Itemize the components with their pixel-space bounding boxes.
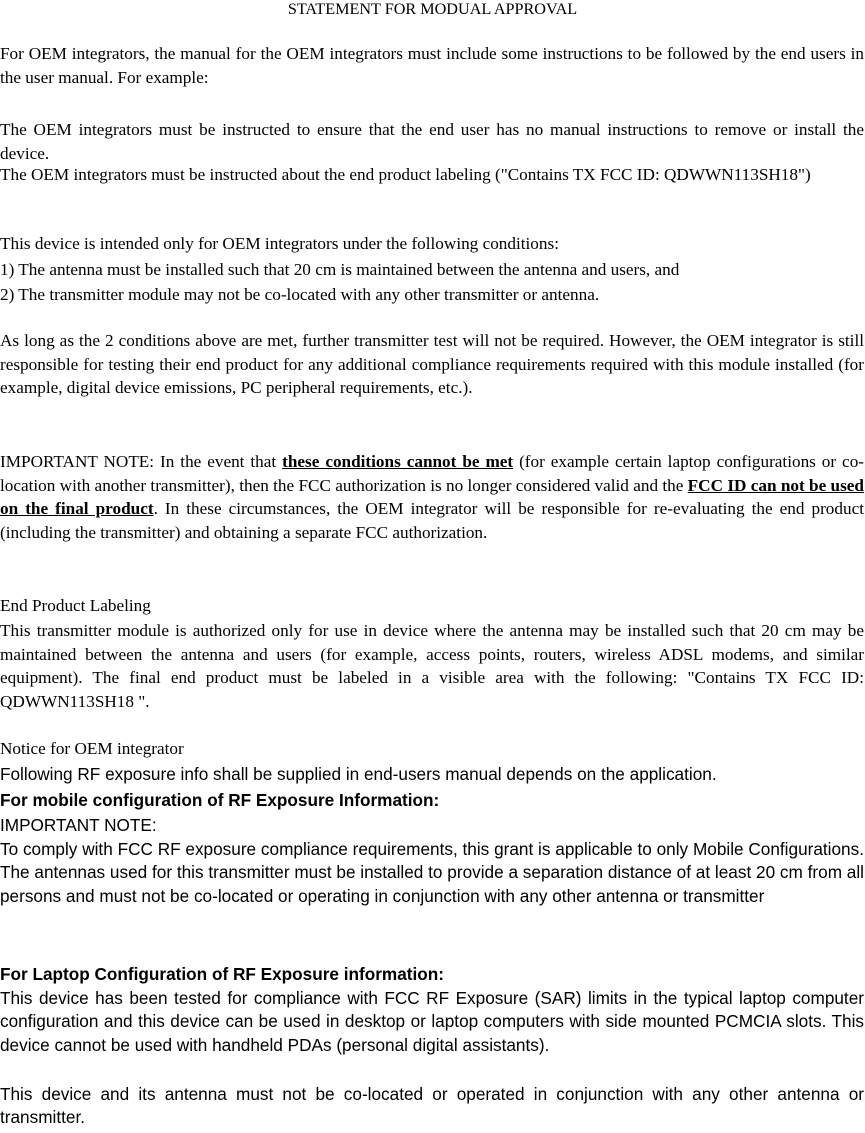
conditions-lead: This device is intended only for OEM integrators under the following conditions: (0, 234, 559, 253)
end-product-labeling-body: This transmitter module is authorized only for use in device where the antenna may be installed such that 20 cm may be maintained between the antenna and users (for example, access points, routers, wireless ADSL modems, and similar equipment). The final end product must be labeled in a visible area with the following: "Contains TX FCC ID: QDWWN113SH18 ". (0, 621, 864, 711)
document-title: STATEMENT FOR MODUAL APPROVAL (287, 0, 578, 18)
laptop-config-body-1: This device has been tested for compliance with FCC RF Exposure (SAR) limits in the typical laptop computer configuration and this device can be used in desktop or laptop computers with side mounted PCMCIA slots. This device cannot be used with handheld PDAs (personal digital assistants). (0, 988, 864, 1055)
end-product-labeling-heading: End Product Labeling (0, 596, 151, 615)
important-note-paragraph (0, 450, 864, 544)
mobile-config-body: To comply with FCC RF exposure compliance requirements, this grant is applicable to only Mobile Configurations. The antennas used for this transmitter must be installed to provide a separation distance of at least 20 cm from all persons and must not be co-located or operating in conjunction with any other antenna or transmitter (0, 839, 864, 906)
mobile-config-heading: For mobile configuration of RF Exposure Information: (0, 790, 440, 810)
oem-notice-heading: Notice for OEM integrator (0, 739, 184, 758)
instruction-labeling: The OEM integrators must be instructed about the end product labeling ("Contains TX FCC ID: QDWWN113SH18") (0, 165, 811, 184)
laptop-config-body-2: This device and its antenna must not be co-located or operated in conjunction with any other antenna or transmitter. (0, 1084, 864, 1128)
laptop-config-heading: For Laptop Configuration of RF Exposure information: (0, 964, 444, 984)
compliance-paragraph: As long as the 2 conditions above are met, further transmitter test will not be required. However, the OEM integrator is still responsible for testing their end product for any additional compliance requirements required with this module installed (for example, digital device emissions, PC peripheral requirements, etc.). (0, 331, 864, 397)
oem-notice-line: Following RF exposure info shall be supplied in end-users manual depends on the application. (0, 764, 717, 784)
important-note-emphasis-conditions: these conditions cannot be met (282, 452, 514, 471)
condition-item-2: 2) The transmitter module may not be co-located with any other transmitter or antenna. (0, 285, 600, 304)
important-note-text-2: (for example certain laptop configurations or co-location with another transmitter), then the FCC authorization is no longer considered valid and the (0, 452, 865, 495)
mobile-important-label: IMPORTANT NOTE: (0, 815, 157, 835)
important-note-text-1: IMPORTANT NOTE: In the event that (0, 452, 283, 471)
condition-item-1: 1) The antenna must be installed such that 20 cm is maintained between the antenna and users, and (0, 260, 680, 279)
instruction-remove-install: The OEM integrators must be instructed to ensure that the end user has no manual instructions to remove or install the device. (0, 120, 864, 163)
important-note-emphasis-fcc-id: FCC ID can not be used on the final product (0, 475, 864, 518)
intro-paragraph: For OEM integrators, the manual for the OEM integrators must include some instructions to be followed by the end users in the user manual. For example: (0, 44, 864, 87)
important-note-text-3: . In these circumstances, the OEM integrator will be responsible for re-evaluating the end product (including the transmitter) and obtaining a separate FCC authorization. (0, 499, 864, 542)
